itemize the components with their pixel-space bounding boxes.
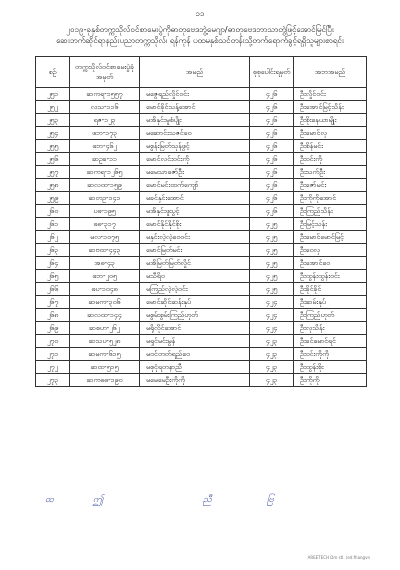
row-father-name: ဦးကြည်ဟုတ် — [294, 309, 367, 322]
row-exam-index: လသ-၁၁၆ — [70, 101, 140, 114]
row-number: ၂၅၄ — [36, 127, 70, 140]
row-total-score: ၄၂၅ — [250, 231, 294, 244]
row-exam-index: ဆကရ-၁၅၅၇ — [70, 88, 140, 101]
row-exam-index: ဆလထ-၁၅၉ — [70, 179, 140, 192]
row-total-score: ၄၂၄ — [250, 309, 294, 322]
row-number: ၂၆၇ — [36, 296, 70, 309]
row-number: ၂၅၈ — [36, 179, 70, 192]
row-number: ၂၇၃ — [36, 374, 70, 387]
signature-row — [35, 494, 366, 514]
table-row — [36, 309, 367, 322]
table-row — [36, 231, 367, 244]
row-student-name: မောင်မြတ်မင်း — [140, 244, 250, 257]
row-father-name: ဦးလှသိန်း — [294, 322, 367, 335]
row-father-name: ဦးကိုကိုအောင် — [294, 192, 367, 205]
table-row — [36, 218, 367, 231]
table-row — [36, 335, 367, 348]
header-score: စုစုပေါင်းရမှတ် — [250, 57, 294, 88]
row-total-score: ၄၂၆ — [250, 114, 294, 127]
row-exam-index: ဆကရ-၁၂၆၅ — [70, 166, 140, 179]
row-exam-index: ဆဥခ-၁၁ — [70, 153, 140, 166]
row-exam-index: ဆလထ-၁၄၄ — [70, 309, 140, 322]
row-number: ၂၅၃ — [36, 114, 70, 127]
row-father-name: ဦးဝေလှ — [294, 244, 367, 257]
row-total-score: ၄၂၃ — [250, 361, 294, 374]
row-exam-index: ဆကဓဓ-၁၉၀ — [70, 374, 140, 387]
row-number: ၂၇၂ — [36, 361, 70, 374]
row-father-name: ဦးကိုကို — [294, 374, 367, 387]
row-total-score: ၄၂၆ — [250, 205, 294, 218]
row-father-name: ဦးလှိုင်ဝင်း — [294, 88, 367, 101]
row-student-name: မရိုလိုင်အောင် — [140, 322, 250, 335]
row-father-name: ဦးမြင့်သန်း — [294, 218, 367, 231]
row-total-score: ၄၂၆ — [250, 127, 294, 140]
header-no: စဉ် — [36, 57, 70, 88]
table-row — [36, 283, 367, 296]
row-number: ၂၆၀ — [36, 205, 70, 218]
row-exam-index: ဖဘ-၁၇၃ — [70, 127, 140, 140]
row-total-score: ၄၂၃ — [250, 335, 294, 348]
row-student-name: မကြည်လဲ့လဲ့ဝင်း — [140, 283, 250, 296]
row-total-score: ၄၂၆ — [250, 140, 294, 153]
row-exam-index: ဆတဥ-၁၄၁ — [70, 192, 140, 205]
row-exam-index: ရဇ-၁၂၃ — [70, 114, 140, 127]
table-row — [36, 348, 367, 361]
row-number: ၂၅၂ — [36, 101, 70, 114]
row-student-name: မရှင်မင်းမွန် — [140, 335, 250, 348]
row-number: ၂၆၂ — [36, 231, 70, 244]
table-row — [36, 322, 367, 335]
row-total-score: ၄၂၆ — [250, 88, 294, 101]
row-total-score: ၄၂၅ — [250, 244, 294, 257]
footer-note: AREETECH Dm stl. (ed.fhangvn — [307, 555, 370, 560]
row-total-score: ၄၂၆ — [250, 179, 294, 192]
header-index: တက္ကသိုလ်ဝင်စာမေးပွဲခုံအမှတ် — [70, 57, 140, 88]
row-exam-index: ဆထ-၅၁၅ — [70, 361, 140, 374]
table-row — [36, 192, 367, 205]
row-father-name: ဦးကြည်သိန်း — [294, 205, 367, 218]
table-row — [36, 140, 367, 153]
row-number: ၂၆၈ — [36, 309, 70, 322]
row-number: ၂၅၇ — [36, 166, 70, 179]
row-exam-index: ဆမက-၃၀၆ — [70, 296, 140, 309]
row-number: ၂၆၆ — [36, 283, 70, 296]
row-student-name: မောင်လင်းဝင်းကို — [140, 153, 250, 166]
admission-table-wrapper — [35, 56, 366, 387]
table-row — [36, 101, 367, 114]
row-total-score: ၄၂၄ — [250, 322, 294, 335]
title-line-1: ၂၀၁၉-ခုနှစ်တက္ကသိုလ်ဝင်စာမေးပွဲကိုဓာတုဗေဒဘွဲ့မေဂျာ/ဓာတုဗေဒဘာသာတွဲဖြင့်အောင်မြင်ပြီး — [66, 25, 334, 34]
row-exam-index: မလ-၁၀၇၅ — [70, 231, 140, 244]
row-number: ၂၆၃ — [36, 244, 70, 257]
row-total-score: ၄၂၆ — [250, 153, 294, 166]
row-student-name: မသီရိဝ — [140, 270, 250, 283]
row-father-name: ဦးခင်မောင်ရင် — [294, 335, 367, 348]
row-student-name: မစွမ်းစွမ်းကြည်ဟုတ် — [140, 309, 250, 322]
row-student-name: မမေမေဦးကိုကို — [140, 374, 250, 387]
table-row — [36, 257, 367, 270]
table-header-row — [36, 57, 367, 88]
row-student-name: မခင်နှင်းအောင် — [140, 192, 250, 205]
row-number: ၂၆၅ — [36, 270, 70, 283]
row-father-name: ဦးခိုင်ခိုင် — [294, 283, 367, 296]
row-number: ၂၇၁ — [36, 348, 70, 361]
row-number: ၂၆၁ — [36, 218, 70, 231]
row-father-name: ဦးဝင်းကို — [294, 153, 367, 166]
signature-mark: ဗြ — [267, 495, 274, 505]
row-father-name: ဦးစိုးနေယာမျိုး — [294, 114, 367, 127]
row-father-name: ဦးအောင်ဝေ — [294, 257, 367, 270]
row-student-name: မမေသာဇော်ဦး — [140, 166, 250, 179]
row-student-name: မအိနှင်းမူစံပျိုး — [140, 114, 250, 127]
row-father-name: ဦးမောင်လှ — [294, 127, 367, 140]
row-exam-index: ဆမက-၆၁၅ — [70, 348, 140, 361]
table-row — [36, 205, 367, 218]
row-number: ၂၇၀ — [36, 335, 70, 348]
row-total-score: ၄၂၆ — [250, 101, 294, 114]
page-number: ၁၁ — [195, 9, 205, 18]
row-student-name: မောင်နိုင်နိုင်စိုး — [140, 218, 250, 231]
table-row — [36, 296, 367, 309]
row-father-name: ဦးသက်ဦး — [294, 166, 367, 179]
row-total-score: ၄၂၅ — [250, 218, 294, 231]
row-number: ၂၅၁ — [36, 88, 70, 101]
row-total-score: ၄၂၅ — [250, 257, 294, 270]
signature-mark: ဤ — [93, 495, 104, 505]
table-row — [36, 270, 367, 283]
row-number: ၂၆၄ — [36, 257, 70, 270]
row-exam-index: ဖဘ-၂၀၅ — [70, 270, 140, 283]
admission-table — [35, 56, 367, 387]
row-number: ၂၅၉ — [36, 192, 70, 205]
row-exam-index: အဓ-၄၃ — [70, 257, 140, 270]
table-row — [36, 374, 367, 387]
row-student-name: မနှင်းလဲ့လဲ့ဝေဝင်း — [140, 231, 250, 244]
row-father-name: ဦးအောင်မြင့်သိန်း — [294, 101, 367, 114]
row-student-name: မစွန်းမြတ်သုန်ဖွင့် — [140, 140, 250, 153]
row-father-name: ဦးမောင်မောင်မြင့် — [294, 231, 367, 244]
table-row — [36, 166, 367, 179]
row-total-score: ၄၂၆ — [250, 166, 294, 179]
title-line-2: ဆေးဘက်ဆိုင်ရာနည်းပညာတက္ကသိုလ်၊ ရန်ကုန် ပထမနှစ်သင်တန်းသို့တက်ရောက်ခွင့်ရရှိသူများစာရင်း — [56, 36, 344, 45]
signature-mark: ညီ — [203, 495, 212, 505]
row-student-name: မဆောင်းသဇင်ဝေ — [140, 127, 250, 140]
table-row — [36, 153, 367, 166]
header-name: အမည် — [140, 57, 250, 88]
row-exam-index: ဖဓ-၃၁၇ — [70, 218, 140, 231]
row-student-name: မဝင်တတ်ရည်ဝေ — [140, 348, 250, 361]
row-student-name: မစုငုံရတနာညီ — [140, 361, 250, 374]
row-total-score: ၄၂၅ — [250, 283, 294, 296]
row-number: ၂၆၉ — [36, 322, 70, 335]
row-exam-index: ဆစဟ-၂၆၂ — [70, 322, 140, 335]
row-total-score: ၄၂၃ — [250, 348, 294, 361]
table-row — [36, 361, 367, 374]
table-row — [36, 114, 367, 127]
row-father-name: ဦးထွန်းစိုး — [294, 361, 367, 374]
row-father-name: ဦးစိန်မင်း — [294, 140, 367, 153]
header-father: အဘအမည် — [294, 57, 367, 88]
row-father-name: ဦးဇော်မင်း — [294, 179, 367, 192]
row-student-name: မအိနှင်းဖူးပွင့် — [140, 205, 250, 218]
row-father-name: ဦးဆမ်းနုပ် — [294, 296, 367, 309]
row-student-name: မအိမြတ်မြတ်လှိုင် — [140, 257, 250, 270]
row-number: ၂၅၅ — [36, 140, 70, 153]
row-total-score: ၄၂၃ — [250, 374, 294, 387]
table-row — [36, 244, 367, 257]
row-number: ၂၅၆ — [36, 153, 70, 166]
row-student-name: မောင်ဆိုင်ဆန်းနုပ် — [140, 296, 250, 309]
row-exam-index: ဖဘ-၄၆၂ — [70, 140, 140, 153]
table-row — [36, 179, 367, 192]
table-row — [36, 127, 367, 140]
row-total-score: ၄၂၄ — [250, 296, 294, 309]
row-student-name: မဇွေရည်လှိုင်ဝင်း — [140, 88, 250, 101]
row-exam-index: ဖပ-၁၀၄၈ — [70, 283, 140, 296]
signature-mark: ထ — [45, 495, 54, 505]
row-father-name: ဦးဝင်းကိုကို — [294, 348, 367, 361]
table-row — [36, 88, 367, 101]
row-father-name: ဦးထွန်းထွန်းဝင်း — [294, 270, 367, 283]
row-student-name: မောင်မင်းထက်ကျော် — [140, 179, 250, 192]
row-total-score: ၄၂၅ — [250, 270, 294, 283]
document-title — [36, 24, 364, 46]
row-exam-index: ဆသပ-၅၂၈ — [70, 335, 140, 348]
row-student-name: မောင်ခိုင်သန့်အောင် — [140, 101, 250, 114]
row-total-score: ၄၂၆ — [250, 192, 294, 205]
row-exam-index: ပဖ-၁၉၅ — [70, 205, 140, 218]
row-exam-index: ဆဗထ-၄၄၃ — [70, 244, 140, 257]
table-body — [36, 88, 367, 387]
